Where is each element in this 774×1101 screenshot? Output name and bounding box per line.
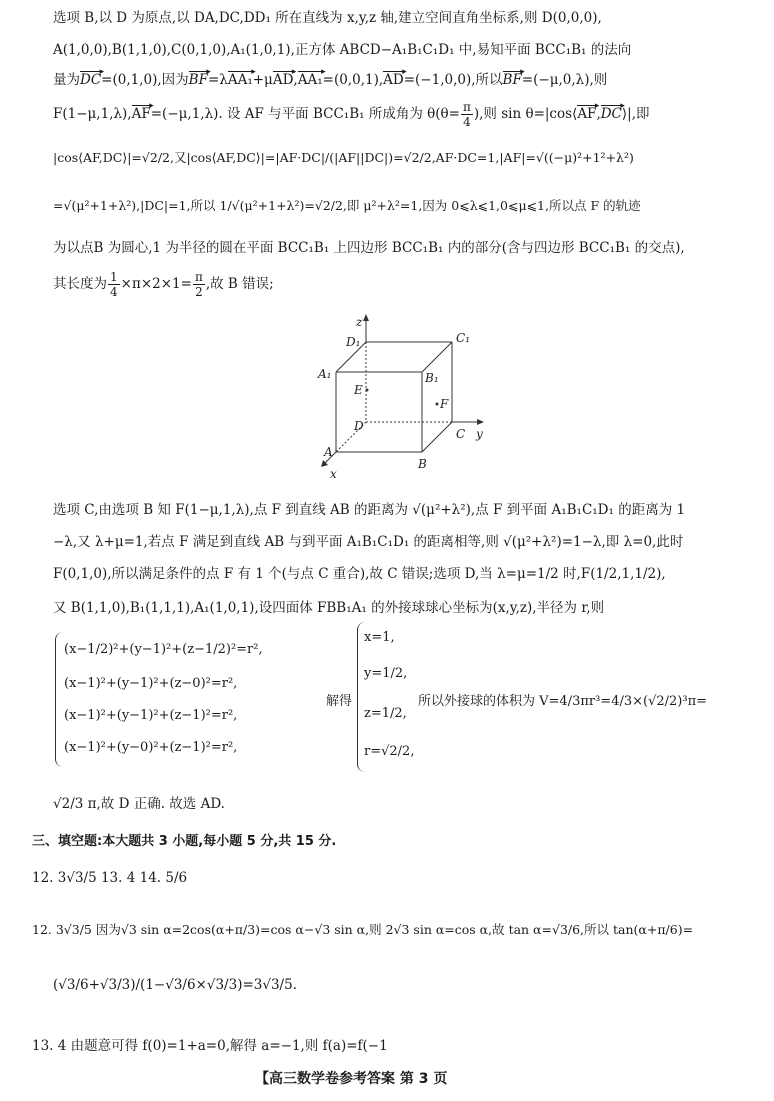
q12-fraction: (√3/6+√3/3)/(1−√3/6×√3/3)=3√3/5.: [53, 977, 297, 993]
vector-ad: AD ▸: [383, 70, 404, 90]
cube-figure: [310, 310, 490, 480]
vector-af: AF ▸: [132, 104, 151, 124]
vector-dc: DC ▸: [80, 70, 101, 90]
text-line: √2/3 π,故 D 正确. 故选 AD.: [53, 796, 225, 812]
text-line: 选项 B,以 D 为原点,以 DA,DC,DD₁ 所在直线为 x,y,z 轴,建立空间直角坐标系,则 D(0,0,0),: [53, 10, 602, 26]
text-line: A(1,0,0),B(1,1,0),C(0,1,0),A₁(1,0,1),正方体 ABCD−A₁B₁C₁D₁ 中,易知平面 BCC₁B₁ 的法向: [53, 42, 632, 58]
equation: (x−1)²+(y−0)²+(z−1)²=r²,: [64, 740, 238, 755]
text-line: F(0,1,0),所以满足条件的点 F 有 1 个(与点 C 重合),故 C 错误;选项 D,当 λ=μ=1/2 时,F(1/2,1,1/2),: [53, 566, 666, 582]
text: =(0,0,1),: [322, 72, 384, 88]
equation: (x−1)²+(y−1)²+(z−0)²=r²,: [64, 676, 238, 691]
answers-line: 12. 3√3/5 13. 4 14. 5/6: [32, 870, 188, 886]
edge-bc: [422, 422, 452, 452]
text-line: 量为DC ▸=(0,1,0),因为BF ▸=λAA₁ ▸+μAD ▸,AA₁ ▸=(0,0,1),AD ▸=(−1,0,0),所以BF ▸=(−μ,0,λ),则: [53, 70, 607, 90]
label-z: z: [356, 315, 363, 329]
text: =(−1,0,0),所以: [403, 72, 503, 88]
solution: r=√2/2,: [364, 744, 415, 759]
text: 其长度为: [53, 276, 107, 292]
fraction: $\frac{1}{4}$: [110, 270, 118, 299]
section-heading: 三、填空题:本大题共 3 小题,每小题 5 分,共 15 分.: [32, 834, 337, 849]
vector-aa1: AA₁ ▸: [228, 70, 253, 90]
label-f: F: [440, 397, 449, 411]
text-line: =√(μ²+1+λ²),|DC|=1,所以 1/√(μ²+1+λ²)=√2/2,即 μ²+λ²=1,因为 0⩽λ⩽1,0⩽μ⩽1,所以点 F 的轨迹: [53, 198, 641, 213]
point-f: [436, 403, 439, 406]
label-a1: A₁: [318, 367, 332, 381]
label-b: B: [418, 457, 427, 471]
solution: x=1,: [364, 630, 395, 645]
text: ),则 sin θ=|cos⟨: [473, 106, 578, 122]
label-y: y: [476, 427, 483, 441]
vector-bf: BF ▸: [189, 70, 208, 90]
z-arrow-icon: [363, 314, 369, 321]
vector-ad: AD ▸: [273, 70, 294, 90]
equation-system: [55, 632, 263, 767]
edge-b1c1: [422, 342, 452, 372]
label-e: E: [354, 383, 363, 397]
label-d1: D₁: [346, 335, 361, 349]
text: =(0,1,0),因为: [101, 72, 189, 88]
text-line: −λ,又 λ+μ=1,若点 F 满足到直线 AB 与到平面 A₁B₁C₁D₁ 的距离相等,则 √(μ²+λ²)=1−λ,即 λ=0,此时: [53, 534, 684, 550]
solution: y=1/2,: [364, 666, 408, 681]
solution-system: [357, 622, 414, 772]
text-line: [53, 270, 274, 299]
label-x: x: [330, 467, 337, 480]
volume-text: 所以外接球的体积为 V=4/3πr³=4/3×(√2/2)³π=: [418, 694, 708, 709]
solution: z=1/2,: [364, 706, 407, 721]
text-line: |cos⟨AF,DC⟩|=√2/2,又|cos⟨AF,DC⟩|=|AF·DC|/(|AF||DC|)=√2/2,AF·DC=1,|AF|=√((−μ)²+1²+λ²): [53, 150, 634, 165]
text: 量为: [53, 72, 80, 88]
text: =(−μ,1,λ). 设 AF 与平面 BCC₁B₁ 所成角为 θ(θ=: [150, 106, 460, 122]
text: ×π×2×1=: [120, 276, 192, 292]
text: ⟩|,即: [621, 106, 650, 122]
label-a: A: [324, 445, 333, 459]
fraction: $\frac{\pi}{2}$: [194, 270, 203, 299]
point-e: [366, 389, 369, 392]
label-c: C: [456, 427, 466, 441]
equation: (x−1/2)²+(y−1)²+(z−1/2)²=r²,: [64, 642, 263, 657]
text: ,故 B 错误;: [205, 276, 274, 292]
redaction-overlay: [460, 1040, 760, 1100]
q13-line: 13. 4 由题意可得 f(0)=1+a=0,解得 a=−1,则 f(a)=f(−1: [32, 1038, 388, 1054]
text-line: F(1−μ,1,λ),AF ▸=(−μ,1,λ). 设 AF 与平面 BCC₁B₁ 所成角为 θ(θ= $\frac{\pi}{4}$ ),则 sin θ=|cos⟨AF ▸,DC ▸⟩|,即: [53, 100, 650, 129]
vector-aa1: AA₁ ▸: [298, 70, 323, 90]
label-c1: C₁: [456, 331, 470, 345]
text: +μ: [252, 72, 273, 88]
page-footer: 【高三数学卷参考答案 第 3 页: [255, 1071, 448, 1087]
y-arrow-icon: [477, 419, 484, 425]
text: =(−μ,0,λ),则: [521, 72, 608, 88]
text-line: 为以点B 为圆心,1 为半径的圆在平面 BCC₁B₁ 上四边形 BCC₁B₁ 内的部分(含与四边形 BCC₁B₁ 的交点),: [53, 240, 685, 256]
fraction: $\frac{\pi}{4}$: [462, 100, 471, 129]
vector-af: AF ▸: [577, 104, 596, 124]
label-b1: B₁: [425, 371, 439, 385]
text-line: 又 B(1,1,0),B₁(1,1,1),A₁(1,0,1),设四面体 FBB₁A₁ 的外接球球心坐标为(x,y,z),半径为 r,则: [53, 600, 605, 616]
text: =λ: [207, 72, 228, 88]
text-line: 选项 C,由选项 B 知 F(1−μ,1,λ),点 F 到直线 AB 的距离为 √(μ²+λ²),点 F 到平面 A₁B₁C₁D₁ 的距离为 1: [53, 502, 686, 518]
text: F(1−μ,1,λ),: [53, 106, 132, 122]
vector-bf: BF ▸: [503, 70, 522, 90]
label-d: D: [354, 419, 364, 433]
vector-dc: DC ▸: [601, 104, 622, 124]
solve-label: 解得: [326, 694, 353, 709]
equation: (x−1)²+(y−1)²+(z−1)²=r²,: [64, 708, 238, 723]
q12-line: 12. 3√3/5 因为√3 sin α=2cos(α+π/3)=cos α−√3 sin α,则 2√3 sin α=cos α,故 tan α=√3/6,所以 tan(α+π/6)=: [32, 922, 694, 937]
